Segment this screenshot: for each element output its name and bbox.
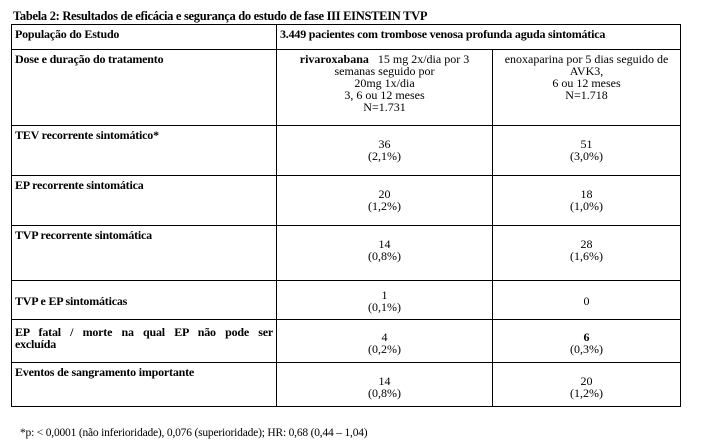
count: 28 (580, 237, 593, 251)
percent: (3,0%) (570, 149, 603, 163)
count: 4 (381, 330, 388, 344)
table-row (12, 176, 681, 226)
count: 14 (378, 374, 391, 388)
count: 6 (583, 330, 590, 344)
rivaroxaban-line5: N=1.731 (363, 100, 406, 114)
table-row (12, 126, 681, 176)
rivaroxaban-line1: 15 mg 2x/dia por 3 (377, 52, 470, 66)
row-label: TVP recorrente sintomática (12, 226, 277, 281)
enoxaparin-value (493, 226, 681, 281)
rivaroxaban-line3: 20mg 1x/dia (354, 76, 415, 90)
count: 51 (580, 137, 593, 151)
label-line1: EP fatal / morte na qual EP não pode ser (15, 325, 273, 339)
count: 18 (580, 187, 593, 201)
enoxaparin-value (493, 281, 681, 320)
percent: (0,1%) (368, 300, 401, 314)
results-table (11, 24, 681, 407)
row-label: Eventos de sangramento importante (12, 363, 277, 407)
enoxaparin-value (493, 126, 681, 176)
rivaroxaban-drug-name: rivaroxabana (299, 52, 369, 66)
row-label (12, 320, 277, 363)
count: 0 (583, 294, 590, 308)
label-line2: excluída (15, 337, 57, 351)
enoxaparin-line2: AVK3, (569, 64, 604, 78)
count: 1 (381, 288, 388, 302)
row-label: TEV recorrente sintomático* (12, 126, 277, 176)
percent: (0,3%) (570, 342, 603, 356)
table-row (12, 25, 681, 50)
rivaroxaban-value (277, 363, 493, 407)
rivaroxaban-value (277, 320, 493, 363)
percent: (2,1%) (368, 149, 401, 163)
row-label: TVP e EP sintomáticas (12, 281, 277, 320)
percent: (1,2%) (570, 386, 603, 400)
table-row (12, 320, 681, 363)
percent: (0,2%) (368, 342, 401, 356)
table-row (12, 363, 681, 407)
count: 36 (378, 137, 391, 151)
rivaroxaban-line2: semanas seguido por (334, 64, 435, 78)
enoxaparin-value (493, 320, 681, 363)
enoxaparin-value (493, 363, 681, 407)
population-label: População do Estudo (12, 25, 277, 50)
count: 20 (378, 187, 391, 201)
percent: (0,8%) (368, 386, 401, 400)
percent: (1,6%) (570, 249, 603, 263)
enoxaparin-line3: 6 ou 12 meses (552, 76, 621, 90)
table-row (12, 281, 681, 320)
table-row (12, 50, 681, 126)
footnote: *p: < 0,0001 (não inferioridade), 0,076 (superioridade); HR: 0,68 (0,44 – 1,04) (20, 427, 368, 439)
enoxaparin-line4: N=1.718 (565, 88, 608, 102)
table-caption: Tabela 2: Resultados de eficácia e segurança do estudo de fase III EINSTEIN TVP (13, 9, 428, 23)
table-row (12, 226, 681, 281)
percent: (1,2%) (368, 199, 401, 213)
enoxaparin-value (493, 176, 681, 226)
percent: (0,8%) (368, 249, 401, 263)
rivaroxaban-dose-cell (277, 50, 493, 126)
rivaroxaban-value (277, 226, 493, 281)
rivaroxaban-value (277, 126, 493, 176)
enoxaparin-line1: enoxaparina por 5 dias seguido de (504, 52, 669, 66)
row-label: EP recorrente sintomática (12, 176, 277, 226)
count: 20 (580, 374, 593, 388)
percent: (1,0%) (570, 199, 603, 213)
rivaroxaban-value (277, 176, 493, 226)
dose-label: Dose e duração do tratamento (12, 50, 277, 126)
enoxaparin-dose-cell (493, 50, 681, 126)
population-value: 3.449 pacientes com trombose venosa profunda aguda sintomática (277, 25, 681, 50)
count: 14 (378, 237, 391, 251)
rivaroxaban-value (277, 281, 493, 320)
rivaroxaban-line4: 3, 6 ou 12 meses (344, 88, 425, 102)
